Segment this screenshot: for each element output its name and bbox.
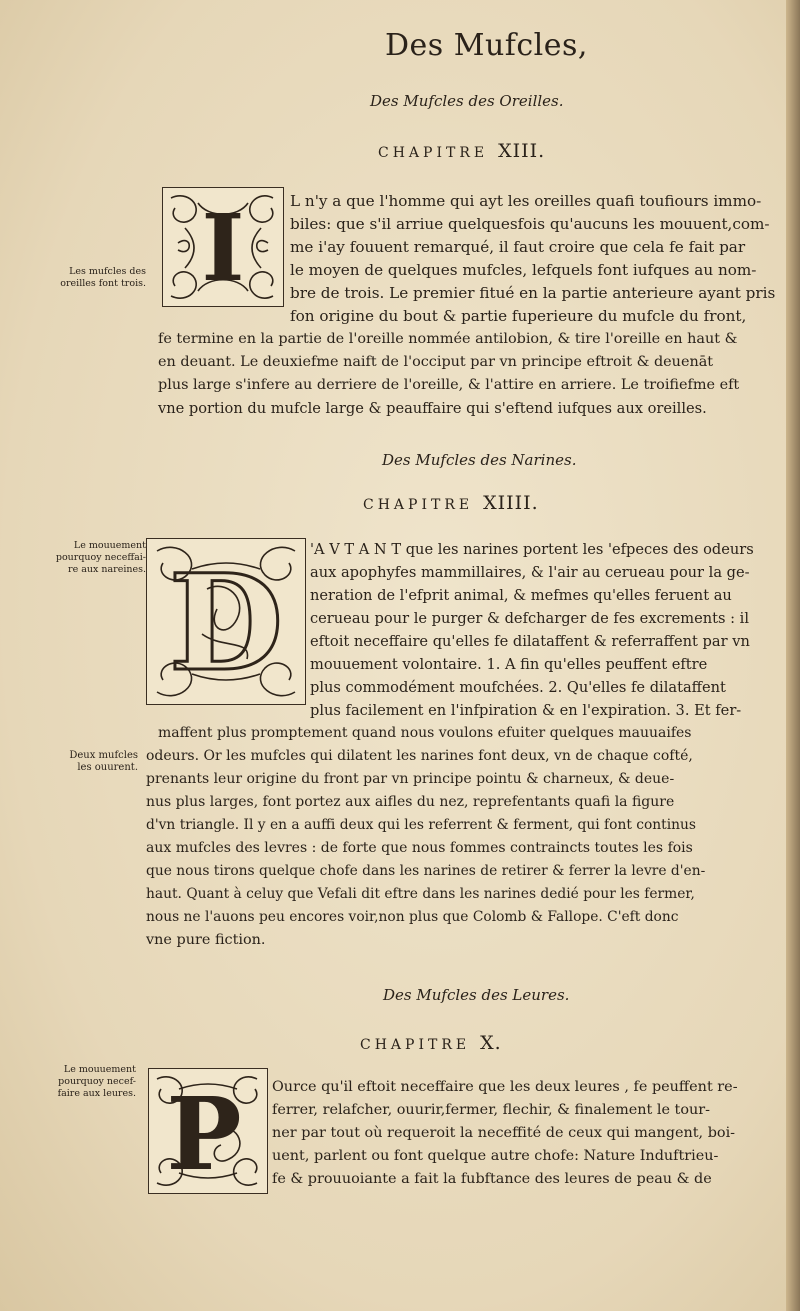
chapter-number: X. (480, 1032, 502, 1054)
text-line: uent, parlent ou font quelque autre chofe: Nature Induftrieu- (272, 1148, 719, 1164)
chapter-heading-14 (363, 492, 539, 514)
margin-note-line: oreilles font trois. (60, 278, 146, 289)
margin-note (40, 1064, 136, 1100)
text-line: L n'y a que l'homme qui ayt les oreilles quafi toufiours immo- (290, 192, 762, 210)
text-line: plus facilement en l'infpiration & en l'expiration. 3. Et fer- (310, 702, 742, 719)
initial-ornament-i (163, 188, 283, 306)
text-line: biles: que s'il arriue quelquesfois qu'aucuns les mouuent,com- (290, 215, 770, 233)
chapter-number: XIII. (498, 140, 546, 162)
initial-ornament-p (149, 1069, 267, 1193)
text-line: vne pure fiction. (146, 932, 266, 948)
initial-letter: D (168, 546, 284, 701)
margin-note-line: Le mouuement (63, 1064, 136, 1075)
margin-note-line: faire aux leures. (57, 1088, 136, 1099)
text-line: fon origine du bout & partie fuperieure du mufcle du front, (290, 307, 747, 325)
text-line: le moyen de quelques mufcles, lefquels font iufques au nom- (290, 261, 757, 279)
section-title-oreilles: Des Mufcles des Oreilles. (370, 92, 564, 110)
chapter-heading-10 (360, 1032, 502, 1054)
text-line: maffent plus promptement quand nous voulons efuiter quelques mauuaifes (158, 725, 692, 741)
text-line: en deuant. Le deuxiefme naift de l'occiput par vn principe eftroit & deuenāt (158, 354, 714, 370)
text-line: ner par tout où requeroit la neceffité de ceux qui mangent, boi- (272, 1125, 736, 1141)
chapter-number: XIIII. (483, 492, 539, 514)
text-line: que nous tirons quelque chofe dans les narines de retirer & ferrer la levre d'en- (146, 863, 706, 879)
text-line: neration de l'efprit animal, & mefmes qu'elles feruent au (310, 587, 732, 604)
text-line: eftoit neceffaire qu'elles fe dilataffent & referraffent par vn (310, 633, 750, 650)
text-line: 'A V T A N T que les narines portent les 'efpeces des odeurs (310, 541, 754, 558)
text-line: nous ne l'auons peu encores voir,non plus que Colomb & Fallope. C'eft donc (146, 909, 679, 925)
text-line: prenants leur origine du front par vn principe pointu & charneux, & deue- (146, 771, 675, 787)
text-line: aux apophyfes mammillaires, & l'air au cerueau pour la ge- (310, 564, 750, 581)
margin-note-line: Deux mufcles (69, 750, 138, 761)
chapter-heading-13 (378, 140, 545, 162)
decorated-initial-p (148, 1068, 268, 1194)
section-title-narines: Des Mufcles des Narines. (382, 451, 577, 469)
margin-note-line: Le mouuement (73, 540, 146, 551)
margin-note (42, 750, 138, 774)
margin-note-line: Les mufcles des (69, 266, 146, 277)
margin-note-line: les ouurent. (77, 762, 138, 773)
decorated-initial-d (146, 538, 306, 705)
text-line: me i'ay fouuent remarqué, il faut croire que cela fe fait par (290, 238, 746, 256)
text-line: d'vn triangle. Il y en a auffi deux qui les referrent & ferment, qui font continus (146, 817, 696, 833)
page-edge-shadow (786, 0, 800, 1311)
text-line: plus commodément moufchées. 2. Qu'elles fe dilataffent (310, 679, 726, 696)
text-line: ferrer, relafcher, ouurir,fermer, flechir, & finalement le tour- (272, 1102, 711, 1118)
margin-note-line: pourquoy neceffai- (55, 552, 146, 563)
text-line: Ource qu'il eftoit neceffaire que les deux leures , fe peuffent re- (272, 1079, 738, 1095)
margin-note-line: pourquoy necef- (58, 1076, 136, 1087)
text-line: mouuement volontaire. 1. A fin qu'elles peuffent eftre (310, 656, 708, 673)
text-line: aux mufcles des levres : de forte que nous fommes contraincts toutes les fois (146, 840, 693, 856)
decorated-initial-i (162, 187, 284, 307)
chapter-word: CHAPITRE (360, 1037, 471, 1053)
margin-note (50, 540, 146, 576)
chapter-word: CHAPITRE (363, 497, 474, 513)
running-head: Des Mufcles, (385, 28, 588, 63)
text-line: odeurs. Or les mufcles qui dilatent les narines font deux, vn de chaque cofté, (146, 748, 693, 764)
chapter-word: CHAPITRE (378, 145, 489, 161)
text-line: fe & prouuoiante a fait la fubftance des leures de peau & de (272, 1171, 712, 1187)
text-line: fe termine en la partie de l'oreille nommée antilobion, & tire l'oreille en haut & (158, 331, 738, 347)
text-line: bre de trois. Le premier fitué en la partie anterieure ayant pris (290, 284, 776, 302)
initial-letter: I (201, 194, 245, 302)
text-line: nus plus larges, font portez aux aifles du nez, reprefentants quafi la figure (146, 794, 675, 810)
margin-note-line: re aux nareines. (68, 564, 146, 575)
text-line: haut. Quant à celuy que Vefali dit eftre dans les narines dedié pour les fermer, (146, 886, 695, 902)
section-title-leures: Des Mufcles des Leures. (383, 986, 570, 1004)
text-line: vne portion du mufcle large & peauffaire qui s'eftend iufques aux oreilles. (158, 400, 707, 417)
initial-ornament-d (147, 539, 305, 704)
margin-note (50, 266, 146, 290)
initial-letter: P (166, 1075, 242, 1193)
text-line: plus large s'infere au derriere de l'oreille, & l'attire en arriere. Le troifiefme eft (158, 377, 740, 393)
text-line: cerueau pour le purger & defcharger de fes excrements : il (310, 610, 750, 627)
